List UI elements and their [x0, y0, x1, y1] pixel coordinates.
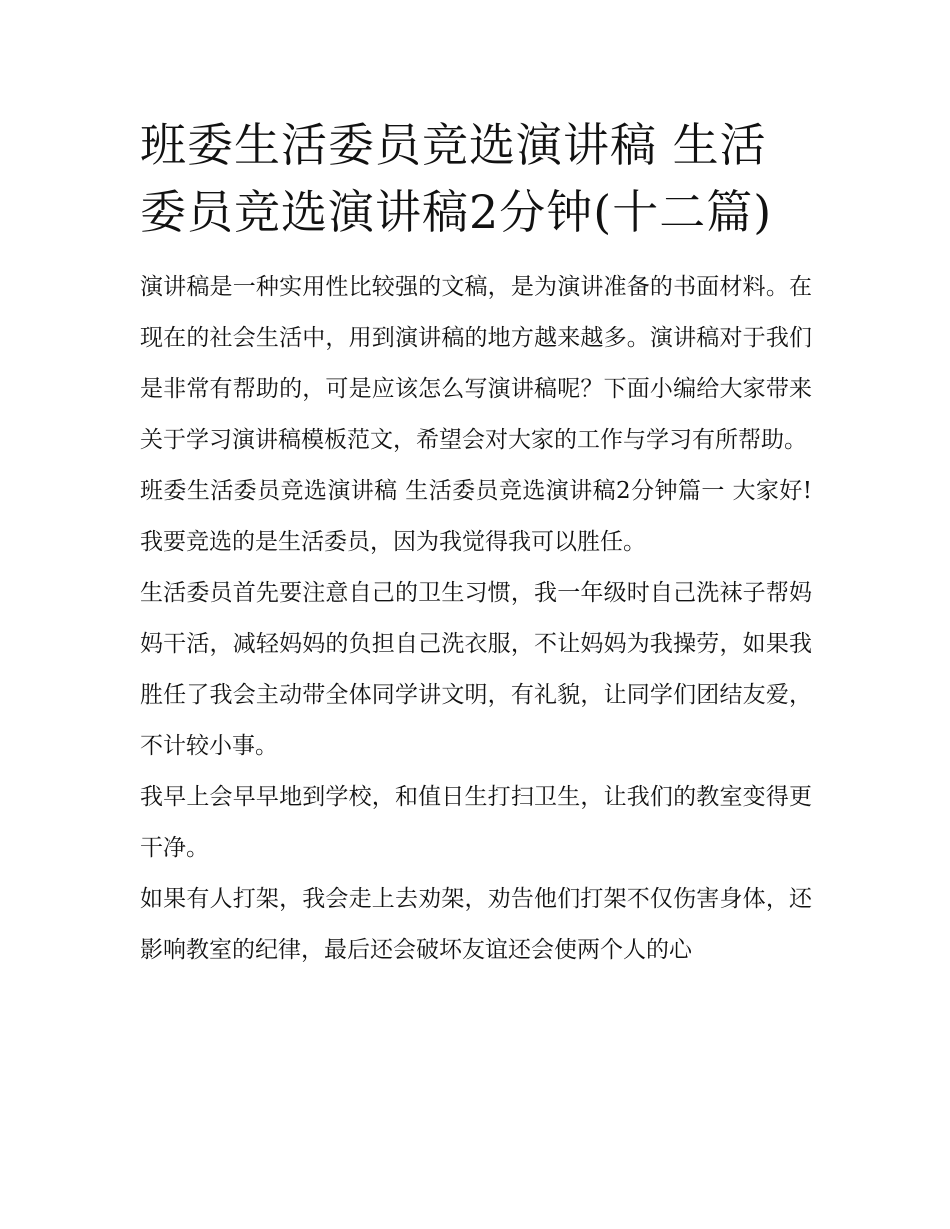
- document-body: [140, 262, 812, 976]
- paragraph-morning: 我早上会早早地到学校，和值日生打扫卫生，让我们的教室变得更干净。: [140, 784, 812, 861]
- paragraph-hygiene: 生活委员首先要注意自己的卫生习惯，我一年级时自己洗袜子帮妈妈干活，减轻妈妈的负担自己洗衣服，不让妈妈为我操劳，如果我胜任了我会主动带全体同学讲文明，有礼貌，让同学们团结友爱，不计较小事。: [140, 580, 812, 759]
- paragraph-greeting: 班委生活委员竞选演讲稿 生活委员竞选演讲稿2分钟篇一 大家好!我要竞选的是生活委员，因为我觉得我可以胜任。: [140, 478, 812, 555]
- document-page: [140, 112, 812, 976]
- paragraph-fighting: 如果有人打架，我会走上去劝架，劝告他们打架不仅伤害身体，还影响教室的纪律，最后还会破坏友谊还会使两个人的心: [140, 886, 812, 963]
- document-title: 班委生活委员竞选演讲稿 生活委员竞选演讲稿2分钟(十二篇): [140, 118, 773, 239]
- paragraph-intro: 演讲稿是一种实用性比较强的文稿，是为演讲准备的书面材料。在现在的社会生活中，用到演讲稿的地方越来越多。演讲稿对于我们是非常有帮助的，可是应该怎么写演讲稿呢？下面小编给大家带来关于学习演讲稿模板范文，希望会对大家的工作与学习有所帮助。: [140, 274, 812, 453]
